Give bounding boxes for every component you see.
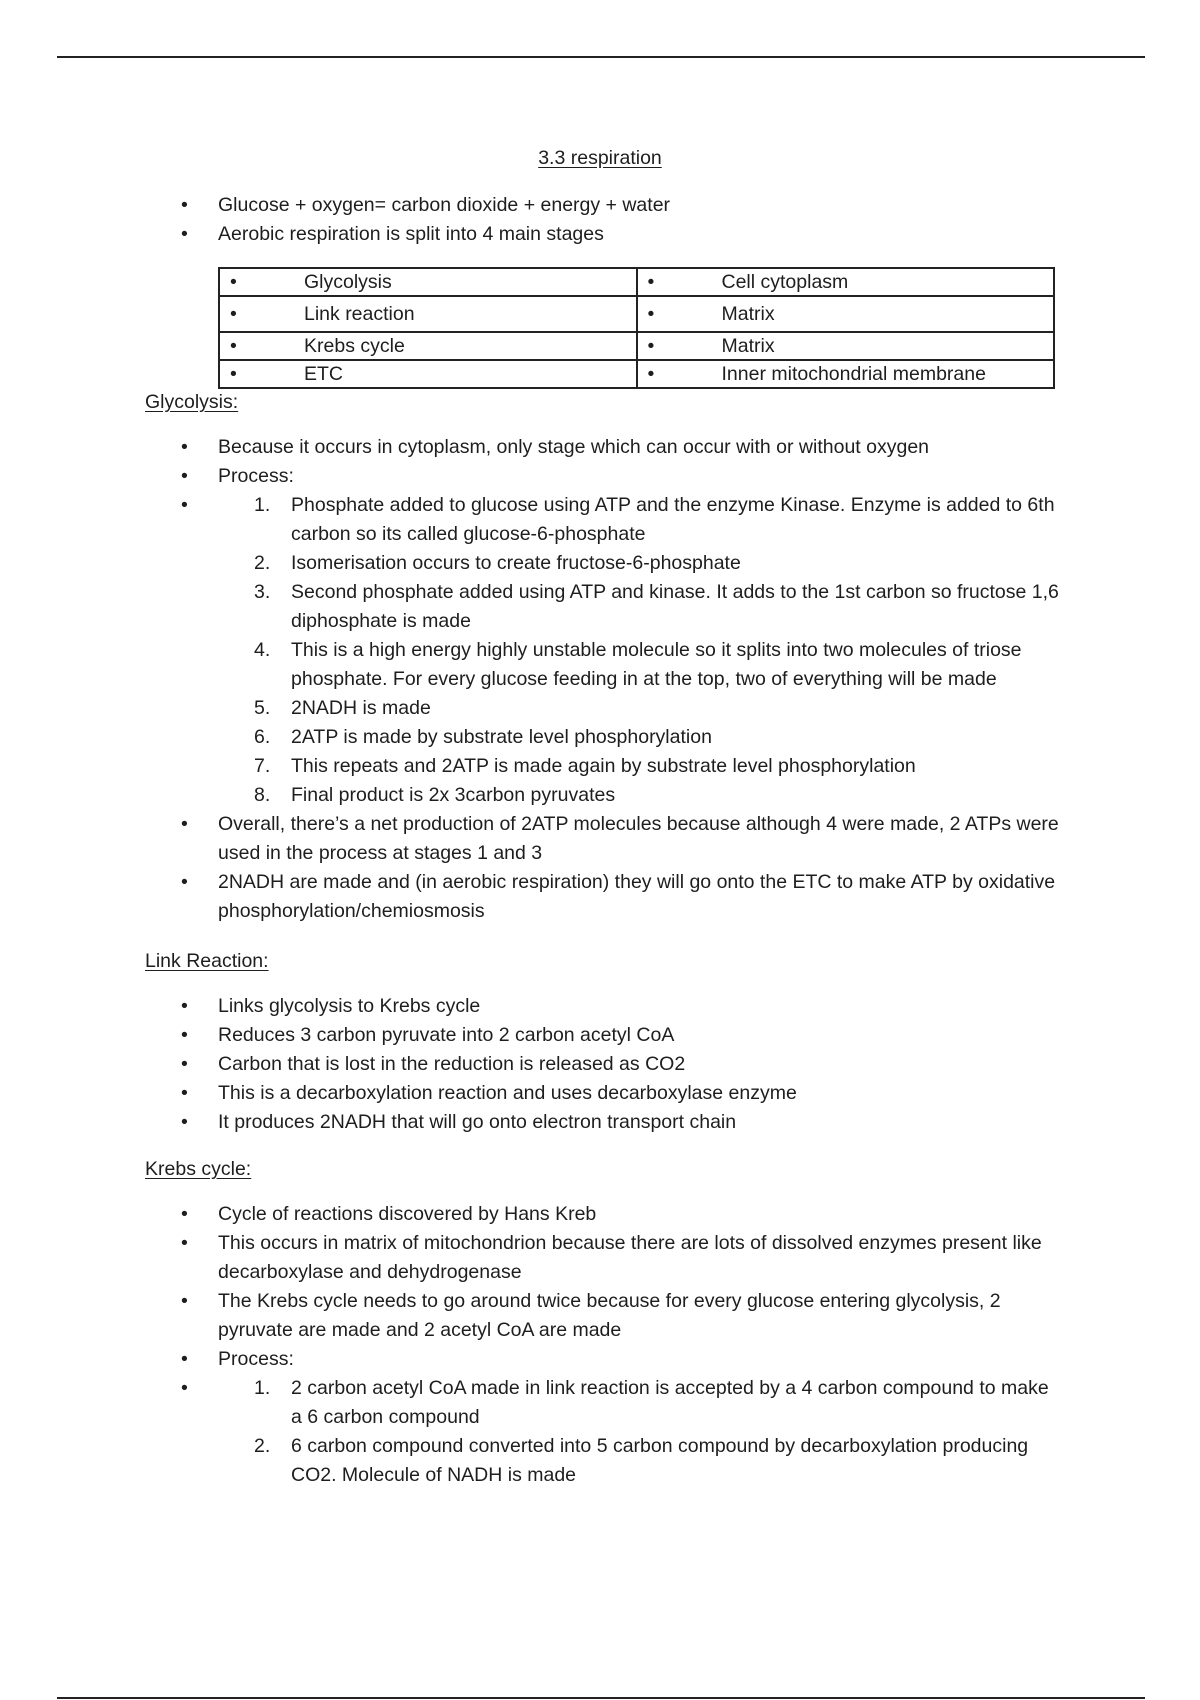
bullet: • bbox=[230, 302, 237, 325]
process-label: Process: bbox=[218, 1348, 294, 1370]
step-number: 3. bbox=[254, 581, 271, 603]
step-text: This repeats and 2ATP is made again by substrate level phosphorylation bbox=[291, 755, 916, 777]
glycolysis-steps bbox=[145, 491, 1060, 810]
stage-location: Matrix bbox=[721, 334, 775, 357]
list-item: • Aerobic respiration is split into 4 main stages bbox=[0, 220, 1060, 249]
list-item bbox=[0, 1345, 1060, 1374]
step-number: 7. bbox=[254, 755, 271, 777]
list-item: • 2NADH are made and (in aerobic respiration) they will go onto the ETC to make ATP by oxidative phosphorylation/chemiosmosis bbox=[0, 868, 1060, 926]
stage-name: Glycolysis bbox=[304, 270, 392, 293]
location-cell bbox=[637, 360, 1055, 388]
stage-cell bbox=[219, 360, 637, 388]
step-text: This is a high energy highly unstable molecule so it splits into two molecules of triose phosphate. For every glucose feeding in at the top, two of everything will be made bbox=[291, 639, 1022, 690]
stage-location: Matrix bbox=[721, 302, 775, 325]
bullet: • bbox=[647, 302, 655, 325]
step-item bbox=[218, 781, 1061, 810]
stage-location: Cell cytoplasm bbox=[721, 270, 849, 293]
glycolysis-heading: Glycolysis: bbox=[145, 391, 239, 413]
list-item: • This occurs in matrix of mitochondrion because there are lots of dissolved enzymes present like decarboxylase and dehydrogenase bbox=[0, 1229, 1060, 1287]
list-item: • The Krebs cycle needs to go around twice because for every glucose entering glycolysis, 2 pyruvate are made and 2 acetyl CoA are made bbox=[0, 1287, 1060, 1345]
table-row bbox=[219, 296, 1054, 332]
list-item: • Overall, there’s a net production of 2ATP molecules because although 4 were made, 2 ATPs were used in the process at stages 1 and 3 bbox=[0, 810, 1060, 868]
process-steps bbox=[0, 491, 1060, 810]
step-number: 5. bbox=[254, 697, 271, 719]
stage-cell bbox=[219, 332, 637, 360]
krebs-list bbox=[0, 1200, 1200, 1490]
location-cell bbox=[637, 296, 1055, 332]
step-item bbox=[218, 694, 1061, 723]
step-text: 2NADH is made bbox=[291, 697, 431, 719]
step-number: 4. bbox=[254, 639, 271, 661]
step-item bbox=[218, 636, 1061, 694]
step-text: Isomerisation occurs to create fructose-6-phosphate bbox=[291, 552, 741, 574]
step-item bbox=[218, 1374, 1061, 1432]
list-item: • This is a decarboxylation reaction and uses decarboxylase enzyme bbox=[0, 1079, 1060, 1108]
list-item: • Glucose + oxygen= carbon dioxide + energy + water bbox=[0, 191, 1060, 220]
step-number: • 1. bbox=[254, 1377, 271, 1399]
table-row bbox=[219, 360, 1054, 388]
bullet: • bbox=[647, 334, 655, 357]
stages-table bbox=[218, 267, 1055, 389]
step-item bbox=[218, 549, 1061, 578]
list-item bbox=[0, 462, 1060, 491]
krebs-heading: Krebs cycle: bbox=[145, 1158, 252, 1180]
table-row bbox=[219, 268, 1054, 296]
step-number: 8. bbox=[254, 784, 271, 806]
step-text: 2 carbon acetyl CoA made in link reaction is accepted by a 4 carbon compound to make a 6 carbon compound bbox=[291, 1377, 1049, 1428]
bullet: • bbox=[230, 270, 237, 293]
stage-cell bbox=[219, 268, 637, 296]
process-label: Process: bbox=[218, 465, 294, 487]
list-item: • It produces 2NADH that will go onto electron transport chain bbox=[0, 1108, 1060, 1137]
step-item bbox=[218, 1432, 1061, 1490]
bullet: • bbox=[647, 270, 655, 293]
list-item: • Carbon that is lost in the reduction is released as CO2 bbox=[0, 1050, 1060, 1079]
header-rule bbox=[57, 56, 1145, 58]
glycolysis-list bbox=[0, 433, 1200, 926]
step-number: 6. bbox=[254, 726, 271, 748]
process-steps bbox=[0, 1374, 1060, 1490]
stage-cell bbox=[219, 296, 637, 332]
step-item bbox=[218, 578, 1061, 636]
list-item: • Because it occurs in cytoplasm, only stage which can occur with or without oxygen bbox=[0, 433, 1060, 462]
step-text: 6 carbon compound converted into 5 carbon compound by decarboxylation producing CO2. Molecule of NADH is made bbox=[291, 1435, 1029, 1486]
bullet: • bbox=[647, 362, 655, 385]
stage-name: Link reaction bbox=[304, 302, 415, 325]
location-cell bbox=[637, 268, 1055, 296]
page-title: 3.3 respiration bbox=[538, 147, 662, 169]
step-text: Final product is 2x 3carbon pyruvates bbox=[291, 784, 616, 806]
list-item: • Reduces 3 carbon pyruvate into 2 carbon acetyl CoA bbox=[0, 1021, 1060, 1050]
link-reaction-heading: Link Reaction: bbox=[145, 950, 269, 972]
link-reaction-list bbox=[0, 992, 1200, 1137]
step-number: 2. bbox=[254, 552, 271, 574]
bullet: • bbox=[230, 362, 237, 385]
footer-rule bbox=[57, 1697, 1145, 1699]
step-text: Second phosphate added using ATP and kinase. It adds to the 1st carbon so fructose 1,6 diphosphate is made bbox=[291, 581, 1059, 632]
step-item bbox=[218, 491, 1061, 549]
krebs-steps bbox=[145, 1374, 1060, 1490]
bullet: • bbox=[230, 334, 237, 357]
list-item: • Cycle of reactions discovered by Hans Kreb bbox=[0, 1200, 1060, 1229]
step-text: Phosphate added to glucose using ATP and the enzyme Kinase. Enzyme is added to 6th carbon so its called glucose-6-phosphate bbox=[291, 494, 1055, 545]
table-row bbox=[219, 332, 1054, 360]
step-item bbox=[218, 723, 1061, 752]
stage-name: ETC bbox=[304, 362, 343, 385]
list-item: • Links glycolysis to Krebs cycle bbox=[0, 992, 1060, 1021]
step-item bbox=[218, 752, 1061, 781]
stage-location: Inner mitochondrial membrane bbox=[721, 362, 986, 385]
step-number: • 1. bbox=[254, 494, 271, 516]
step-text: 2ATP is made by substrate level phosphorylation bbox=[291, 726, 712, 748]
stage-name: Krebs cycle bbox=[304, 334, 405, 357]
intro-list bbox=[0, 191, 1200, 249]
location-cell bbox=[637, 332, 1055, 360]
step-number: 2. bbox=[254, 1435, 271, 1457]
